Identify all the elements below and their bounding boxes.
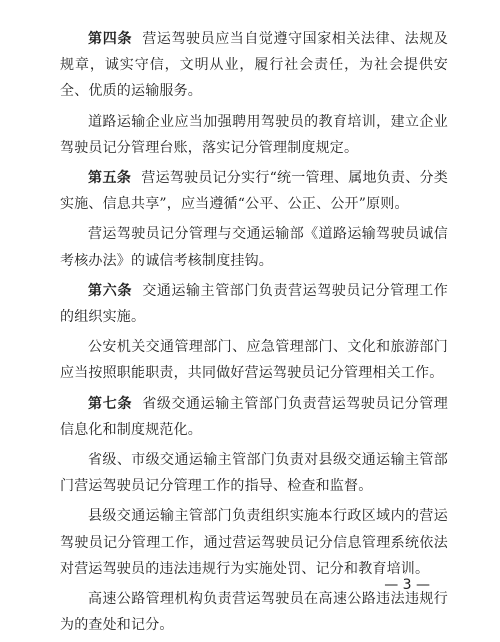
paragraph-article-4-sub — [60, 109, 448, 161]
paragraph-article-6-sub — [60, 334, 448, 386]
article-heading: 第七条 — [88, 395, 133, 412]
paragraph-article-7 — [60, 391, 448, 443]
paragraph-article-4 — [60, 26, 448, 105]
article-heading: 第六条 — [88, 282, 133, 299]
paragraph-article-7-sub-2 — [60, 503, 448, 582]
paragraph-text: 省级、市级交通运输主管部门负责对县级交通运输主管部门营运驾驶员记分管理工作的指导、检查和监督。 — [60, 452, 448, 495]
paragraph-text: 道路运输企业应当加强聘用驾驶员的教育培训，建立企业驾驶员记分管理台账，落实记分管理制度规定。 — [60, 113, 448, 156]
page-number: — 3 — — [384, 577, 430, 593]
paragraph-article-6 — [60, 278, 448, 330]
document-body — [60, 26, 448, 642]
paragraph-article-5 — [60, 165, 448, 217]
paragraph-text: 高速公路管理机构负责营运驾驶员在高速公路违法违规行为的查处和记分。 — [60, 591, 448, 634]
paragraph-article-5-sub — [60, 221, 448, 273]
paragraph-text: 营运驾驶员记分实行“统一管理、属地负责、分类实施、信息共享”，应当遵循“公平、公正、公开”原则。 — [60, 170, 448, 213]
paragraph-article-7-sub-1 — [60, 447, 448, 499]
paragraph-text: 营运驾驶员应当自觉遵守国家相关法律、法规及规章，诚实守信，文明从业，履行社会责任，为社会提供安全、优质的运输服务。 — [60, 31, 448, 100]
article-heading: 第四条 — [88, 31, 133, 47]
article-heading: 第五条 — [88, 170, 132, 187]
paragraph-article-7-sub-3 — [60, 586, 448, 638]
paragraph-text: 县级交通运输主管部门负责组织实施本行政区域内的营运驾驶员记分管理工作，通过营运驾驶员记分信息管理系统依法对营运驾驶员的违法违规行为实施处罚、记分和教育培训。 — [60, 508, 448, 577]
paragraph-text: 省级交通运输主管部门负责营运驾驶员记分管理信息化和制度规范化。 — [60, 395, 448, 438]
paragraph-text: 交通运输主管部门负责营运驾驶员记分管理工作的组织实施。 — [60, 282, 448, 326]
paragraph-text: 公安机关交通管理部门、应急管理部门、文化和旅游部门应当按照职能职责，共同做好营运驾驶员记分管理相关工作。 — [60, 339, 448, 382]
paragraph-text: 营运驾驶员记分管理与交通运输部《道路运输驾驶员诚信考核办法》的诚信考核制度挂钩。 — [60, 226, 448, 269]
